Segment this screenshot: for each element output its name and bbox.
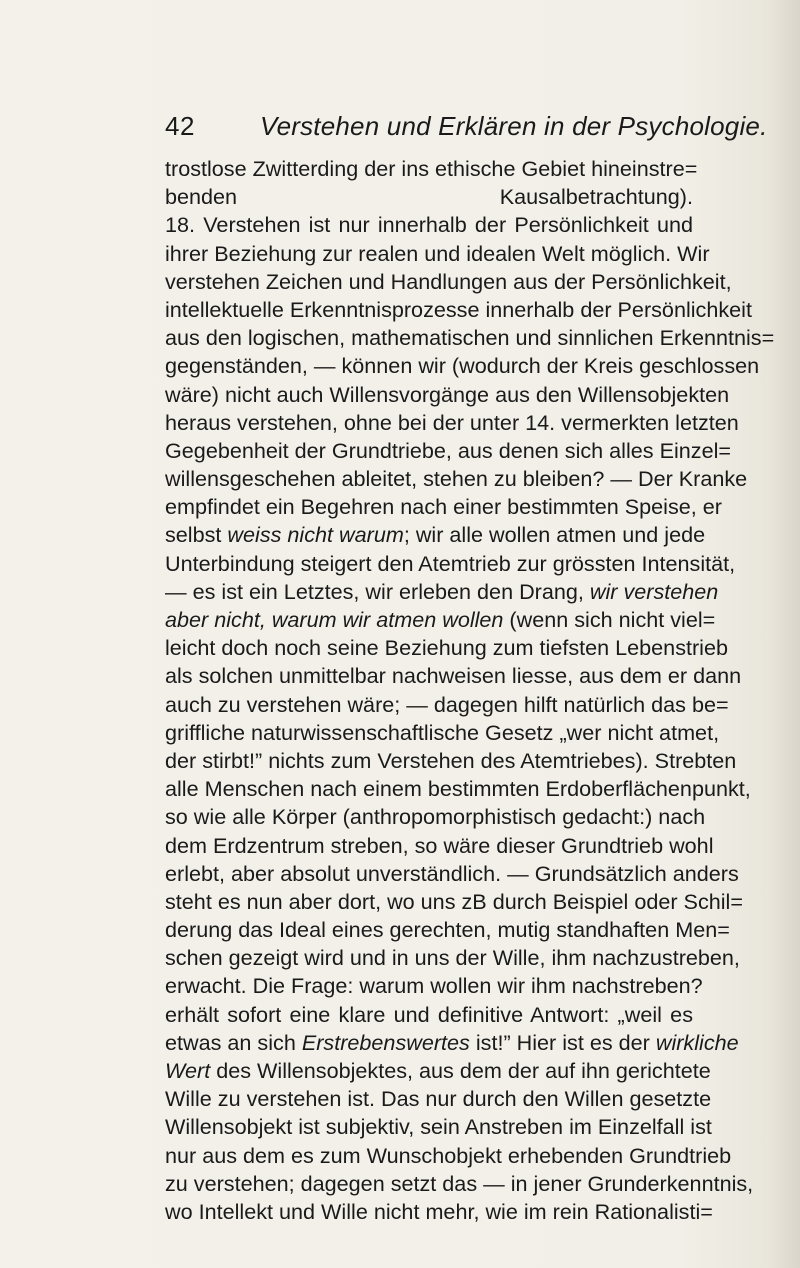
text-line: wo Intellekt und Wille nicht mehr, wie im rein Rationalisti=	[165, 1198, 713, 1224]
body-text	[165, 155, 775, 1226]
text-line: erhält sofort eine klare und definitive Antwort: „weil es	[165, 1001, 693, 1027]
text-line: Unterbindung steigert den Atemtrieb zur grössten Intensität,	[165, 550, 736, 576]
emphasized-text: Erstrebenswertes	[301, 1029, 470, 1055]
text-line: erwacht. Die Frage: warum wollen wir ihm nachstreben?	[165, 973, 703, 999]
running-title: Verstehen und Erklären in der Psychologie.	[260, 111, 768, 141]
text-line: alle Menschen nach einem bestimmten Erdoberflächenpunkt,	[165, 776, 751, 802]
page-number: 42	[165, 111, 195, 141]
text-line: als solchen unmittelbar nachweisen liesse, aus dem er dann	[165, 663, 742, 689]
text-line: 18. Verstehen ist nur innerhalb der Persönlichkeit und	[165, 212, 693, 238]
text-line: steht es nun aber dort, wo uns zB durch Beispiel oder Schil=	[165, 888, 743, 914]
text-line: heraus verstehen, ohne bei der unter 14. vermerkten letzten	[165, 409, 739, 435]
text-line	[165, 521, 706, 549]
text-line: auch zu verstehen wäre; — dagegen hilft natürlich das be=	[165, 691, 729, 717]
text-line: schen gezeigt wird und in uns der Wille, ihm nachzustreben,	[165, 945, 740, 971]
text-line: Willensobjekt ist subjektiv, sein Anstreben im Einzelfall ist	[165, 1114, 712, 1140]
text-line: willensgeschehen ableitet, stehen zu bleiben? — Der Kranke	[165, 466, 748, 492]
text-line: verstehen Zeichen und Handlungen aus der Persönlichkeit,	[165, 268, 732, 294]
text-line: nur aus dem es zum Wunschobjekt erhebenden Grundtrieb	[165, 1142, 732, 1168]
text-line: empfindet ein Begehren nach einer bestimmten Speise, er	[165, 494, 722, 520]
text-line: intellektuelle Erkenntnisprozesse innerhalb der Persönlichkeit	[165, 296, 752, 322]
text-line: leicht doch noch seine Beziehung zum tiefsten Lebenstrieb	[165, 635, 728, 661]
text-line	[165, 1057, 711, 1085]
text-run: (wenn sich nicht viel=	[503, 607, 716, 632]
text-run: etwas an sich	[165, 1029, 302, 1055]
emphasized-text: wirkliche	[655, 1029, 739, 1055]
emphasized-text: wir verstehen	[589, 578, 719, 604]
text-line: griffliche naturwissenschaftlische Gesetz „wer nicht atmet,	[165, 719, 720, 745]
emphasized-text: weiss nicht warum	[227, 522, 404, 548]
text-run: — es ist ein Letztes, wir erleben den Drang,	[165, 578, 590, 604]
text-line	[165, 606, 716, 634]
page-header	[165, 111, 768, 147]
text-line	[165, 1029, 739, 1057]
text-run: des Willensobjektes, aus dem der auf ihn gerichtete	[210, 1058, 711, 1083]
text-line: benden Kausalbetrachtung).	[165, 184, 693, 210]
text-line: so wie alle Körper (anthropomorphistisch gedacht:) nach	[165, 804, 706, 830]
text-line: derung das Ideal eines gerechten, mutig standhaften Men=	[165, 917, 730, 943]
text-line: wäre) nicht auch Willensvorgänge aus den Willensobjekten	[165, 381, 730, 407]
text-line: der stirbt!” nichts zum Verstehen des Atemtriebes). Strebten	[165, 747, 737, 773]
text-line: zu verstehen; dagegen setzt das — in jener Grunderkenntnis,	[165, 1170, 754, 1196]
text-line: ihrer Beziehung zur realen und idealen Welt möglich. Wir	[165, 240, 710, 266]
text-run: selbst	[165, 522, 228, 548]
text-run: ; wir alle wollen atmen und jede	[403, 522, 706, 548]
text-line: Wille zu verstehen ist. Das nur durch den Willen gesetzte	[165, 1086, 712, 1112]
text-line: dem Erdzentrum streben, so wäre dieser Grundtrieb wohl	[165, 832, 714, 858]
text-line: trostlose Zwitterding der ins ethische Gebiet hineinstre=	[165, 156, 698, 181]
emphasized-text: aber nicht, warum wir atmen wollen	[165, 607, 504, 632]
emphasized-text: Wert	[165, 1058, 211, 1083]
text-run: ist!” Hier ist es der	[469, 1029, 656, 1055]
text-line: aus den logischen, mathematischen und sinnlichen Erkenntnis=	[165, 325, 775, 351]
text-line: erlebt, aber absolut unverständlich. — Grundsätzlich anders	[165, 860, 739, 886]
text-line	[165, 578, 719, 606]
text-line: Gegebenheit der Grundtriebe, aus denen sich alles Einzel=	[165, 437, 732, 463]
text-line: gegenständen, — können wir (wodurch der Kreis geschlossen	[165, 353, 760, 379]
